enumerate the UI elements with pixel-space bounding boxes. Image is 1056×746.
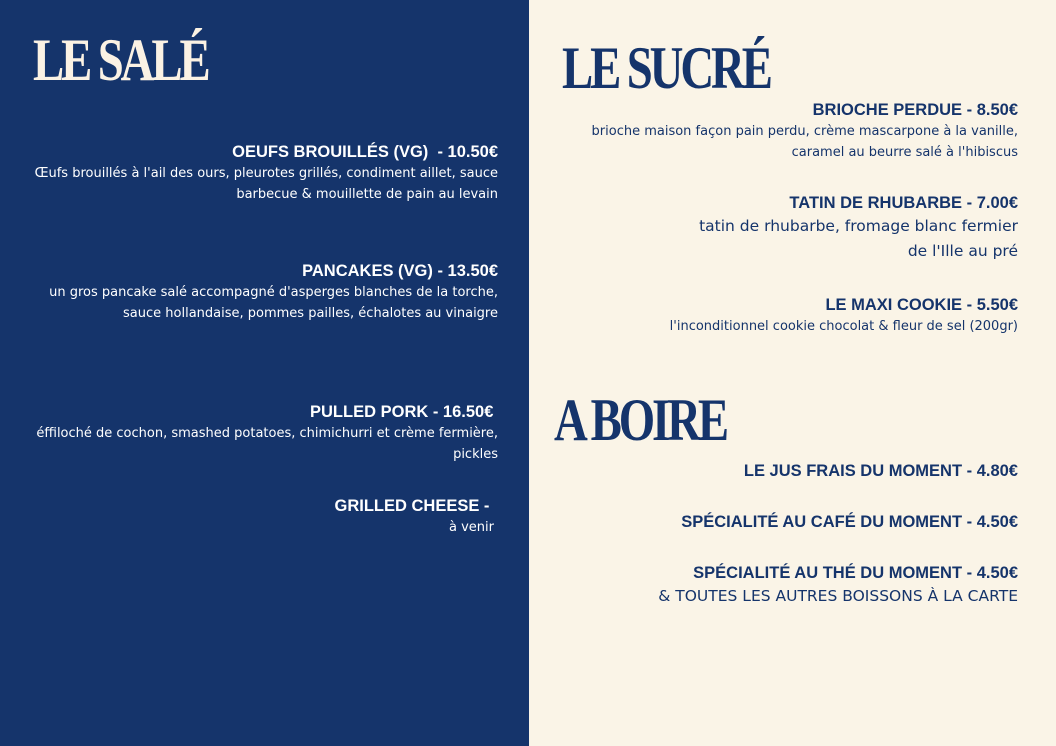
- item-title: BRIOCHE PERDUE - 8.50€: [812, 101, 1018, 119]
- item-title: PANCAKES (VG) - 13.50€: [302, 262, 498, 280]
- item-description: éffiloché de cochon, smashed potatoes, chimichurri et crème fermière, pickles: [36, 426, 498, 462]
- menu-item-pulled-pork: [28, 401, 498, 465]
- menu-item-tatin: [578, 192, 1018, 264]
- sucre-heading: LE SUCRÉ: [562, 35, 770, 101]
- menu-item-brioche: [578, 99, 1018, 163]
- item-title: GRILLED CHEESE -: [334, 497, 494, 515]
- item-title: OEUFS BROUILLÉS (VG) - 10.50€: [232, 143, 498, 161]
- item-title: PULLED PORK - 16.50€: [310, 403, 498, 421]
- item-description: brioche maison façon pain perdu, crème mascarpone à la vanille, caramel au beurre salé à l'hibiscus: [591, 124, 1018, 160]
- item-description-line-1: tatin de rhubarbe, fromage blanc fermier: [699, 217, 1018, 235]
- item-description: l'inconditionnel cookie chocolat & fleur de sel (200gr): [669, 319, 1018, 334]
- drink-item-jus: [578, 460, 1018, 482]
- item-title: LE JUS FRAIS DU MOMENT - 4.80€: [743, 462, 1018, 480]
- sale-heading: LE SALÉ: [33, 27, 208, 93]
- item-description-line-2: de l'Ille au pré: [907, 242, 1018, 260]
- sucre-panel: [529, 0, 1056, 746]
- boire-heading: A BOIRE: [554, 387, 726, 453]
- item-title: SPÉCIALITÉ AU CAFÉ DU MOMENT - 4.50€: [681, 513, 1018, 531]
- item-title: LE MAXI COOKIE - 5.50€: [825, 296, 1018, 314]
- item-title: SPÉCIALITÉ AU THÉ DU MOMENT - 4.50€: [693, 564, 1018, 582]
- menu-item-cookie: [568, 294, 1018, 337]
- drinks-footer: & TOUTES LES AUTRES BOISSONS À LA CARTE: [658, 587, 1018, 605]
- menu-item-grilled-cheese: [24, 495, 494, 538]
- item-title: TATIN DE RHUBARBE - 7.00€: [789, 194, 1018, 212]
- menu-item-oeufs: [28, 141, 498, 205]
- menu-item-pancakes: [38, 260, 498, 324]
- drink-item-cafe: [578, 511, 1018, 533]
- item-description: à venir: [449, 520, 494, 535]
- item-description: Œufs brouillés à l'ail des ours, pleurotes grillés, condiment aillet, sauce barbecue & mouillette de pain au levain: [34, 166, 498, 202]
- drink-item-the: [578, 562, 1018, 609]
- item-description: un gros pancake salé accompagné d'asperges blanches de la torche, sauce hollandaise, pommes pailles, échalotes au vinaigre: [49, 285, 498, 321]
